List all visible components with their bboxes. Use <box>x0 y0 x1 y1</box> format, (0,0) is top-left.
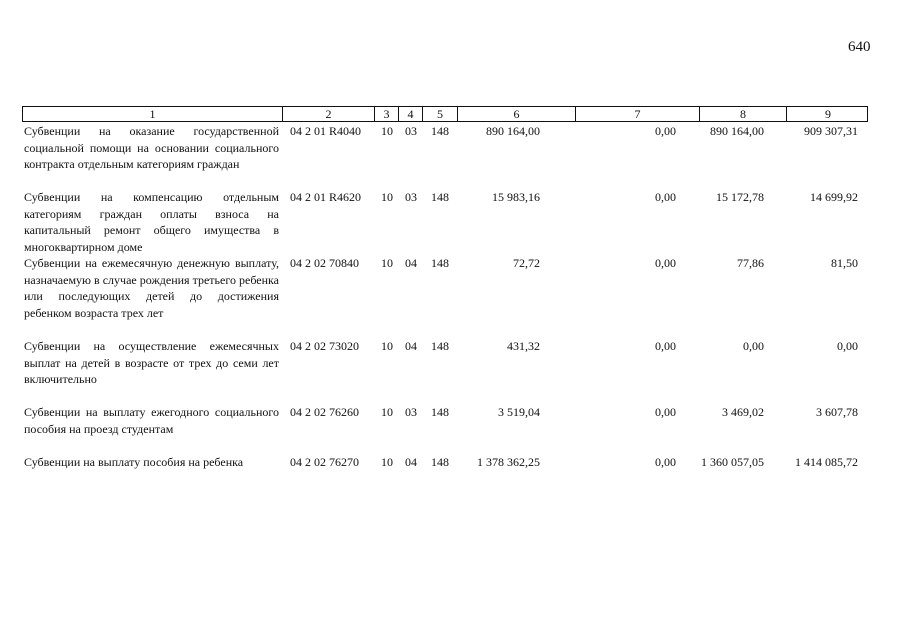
row-col-3: 10 <box>381 339 393 353</box>
page-number: 640 <box>848 39 871 55</box>
row-col-6: 72,72 <box>513 256 540 270</box>
row-col-9: 3 607,78 <box>816 405 858 419</box>
row-col-7: 0,00 <box>655 124 676 138</box>
row-code: 04 2 02 70840 <box>290 256 359 270</box>
row-col-3: 10 <box>381 256 393 270</box>
row-col-6: 431,32 <box>507 339 540 353</box>
header-cell-5: 5 <box>423 107 458 121</box>
row-col-7: 0,00 <box>655 256 676 270</box>
row-col-8: 890 164,00 <box>710 124 764 138</box>
row-col-8: 0,00 <box>743 339 764 353</box>
row-col-3: 10 <box>381 405 393 419</box>
row-col-9: 14 699,92 <box>810 190 858 204</box>
row-col-3: 10 <box>381 455 393 469</box>
row-col-8: 15 172,78 <box>716 190 764 204</box>
row-code: 04 2 02 73020 <box>290 339 359 353</box>
row-col-3: 10 <box>381 190 393 204</box>
row-description: Субвенции на выплату пособия на ребенка <box>24 455 244 469</box>
row-col-3: 10 <box>381 124 393 138</box>
row-description: Субвенции на осуществление ежемесячных выплат на детей в возрасте от трех до семи лет включительно <box>24 339 279 386</box>
row-col-7: 0,00 <box>655 455 676 469</box>
header-cell-2: 2 <box>283 107 375 121</box>
row-col-6: 15 983,16 <box>492 190 540 204</box>
row-description: Субвенции на оказание государственной социальной помощи на основании социального контракта отдельным категориям граждан <box>24 124 279 171</box>
row-col-4: 03 <box>405 405 417 419</box>
row-col-9: 0,00 <box>837 339 858 353</box>
row-col-4: 03 <box>405 124 417 138</box>
row-description: Субвенции на компенсацию отдельным категориям граждан оплаты взноса на капитальный ремонт общего имущества в многоквартирном доме <box>24 190 279 254</box>
row-col-5: 148 <box>431 256 449 270</box>
row-col-8: 77,86 <box>737 256 764 270</box>
row-col-6: 1 378 362,25 <box>477 455 540 469</box>
header-cell-1: 1 <box>23 107 283 121</box>
row-col-5: 148 <box>431 405 449 419</box>
row-col-8: 3 469,02 <box>722 405 764 419</box>
header-cell-8: 8 <box>700 107 787 121</box>
row-col-8: 1 360 057,05 <box>701 455 764 469</box>
row-code: 04 2 02 76270 <box>290 455 359 469</box>
row-code: 04 2 01 R4040 <box>290 124 362 138</box>
row-col-7: 0,00 <box>655 190 676 204</box>
header-cell-6: 6 <box>458 107 576 121</box>
row-col-4: 04 <box>405 339 417 353</box>
row-description: Субвенции на выплату ежегодного социального пособия на проезд студентам <box>24 405 279 436</box>
row-col-4: 03 <box>405 190 417 204</box>
table-header <box>22 106 868 122</box>
row-col-6: 3 519,04 <box>498 405 540 419</box>
row-col-5: 148 <box>431 339 449 353</box>
row-col-7: 0,00 <box>655 339 676 353</box>
row-col-4: 04 <box>405 256 417 270</box>
row-code: 04 2 02 76260 <box>290 405 359 419</box>
row-description: Субвенции на ежемесячную денежную выплату, назначаемую в случае рождения третьего ребенка или последующих детей до достижения ребенком возраста трех лет <box>24 256 279 320</box>
row-col-5: 148 <box>431 190 449 204</box>
row-col-7: 0,00 <box>655 405 676 419</box>
header-cell-7: 7 <box>576 107 700 121</box>
row-col-9: 81,50 <box>831 256 858 270</box>
row-col-4: 04 <box>405 455 417 469</box>
row-code: 04 2 01 R4620 <box>290 190 362 204</box>
header-cell-4: 4 <box>399 107 423 121</box>
header-cell-3: 3 <box>375 107 399 121</box>
row-col-9: 1 414 085,72 <box>795 455 858 469</box>
row-col-5: 148 <box>431 124 449 138</box>
row-col-5: 148 <box>431 455 449 469</box>
row-col-9: 909 307,31 <box>804 124 858 138</box>
header-cell-9: 9 <box>825 107 831 121</box>
row-col-6: 890 164,00 <box>486 124 540 138</box>
